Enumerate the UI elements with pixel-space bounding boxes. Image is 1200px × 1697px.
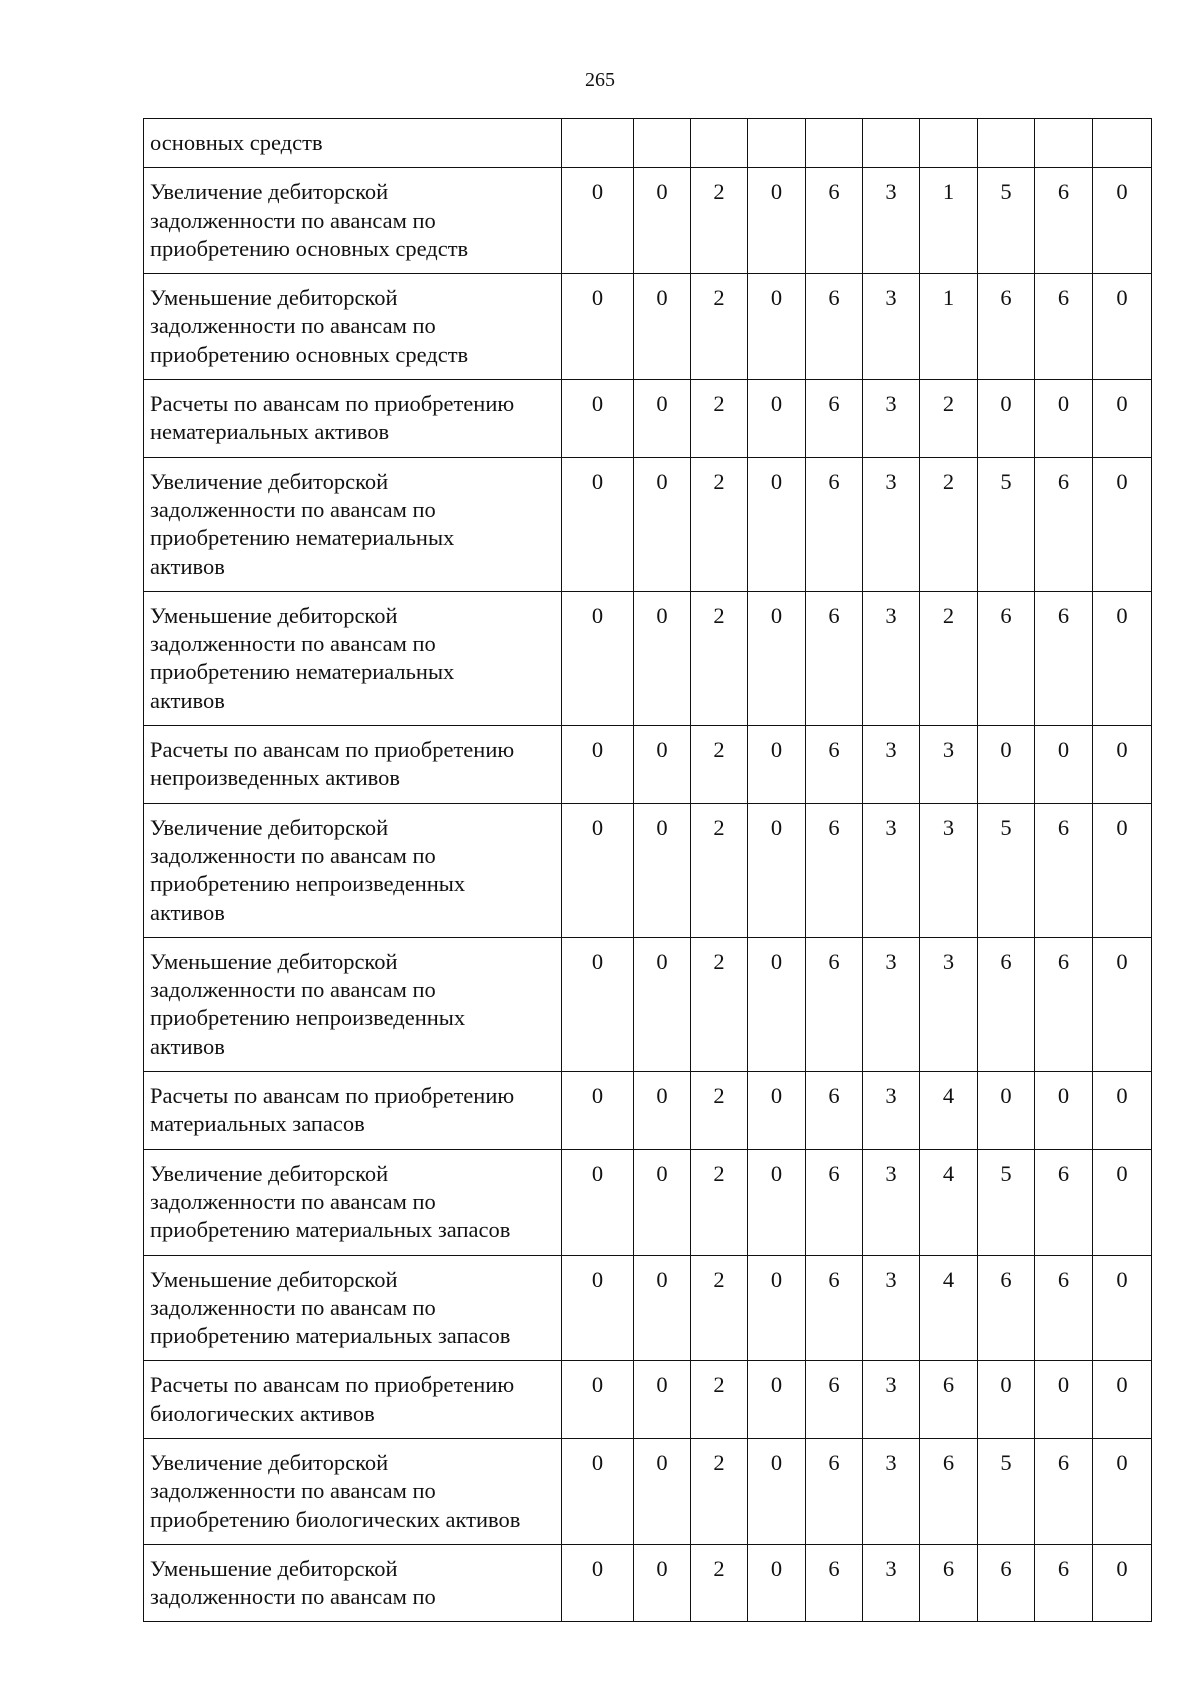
- code-digit-cell: [806, 119, 863, 168]
- code-digit-cell: 6: [806, 937, 863, 1071]
- code-digit-cell: 0: [562, 1255, 634, 1361]
- code-digit-cell: 0: [562, 457, 634, 591]
- code-digit-cell: 3: [863, 1255, 920, 1361]
- code-digit-cell: 6: [920, 1438, 978, 1544]
- code-digit-cell: 2: [920, 457, 978, 591]
- code-digit-cell: 0: [748, 591, 806, 725]
- code-digit-cell: 4: [920, 1255, 978, 1361]
- row-name-cell: Увеличение дебиторской задолженности по авансам по приобретению нематериальных активов: [144, 457, 562, 591]
- code-digit-cell: 2: [691, 803, 748, 937]
- code-digit-cell: 0: [1035, 1361, 1093, 1439]
- code-digit-cell: 0: [562, 803, 634, 937]
- code-digit-cell: 0: [1093, 591, 1152, 725]
- code-digit-cell: 2: [691, 726, 748, 804]
- code-digit-cell: 0: [634, 1438, 691, 1544]
- row-name-cell: Расчеты по авансам по приобретению материальных запасов: [144, 1072, 562, 1150]
- code-digit-cell: 0: [1093, 1361, 1152, 1439]
- code-digit-cell: 6: [978, 1544, 1035, 1622]
- code-digit-cell: 0: [978, 726, 1035, 804]
- table-row: [144, 274, 1152, 380]
- code-digit-cell: 5: [978, 1438, 1035, 1544]
- code-digit-cell: 6: [1035, 274, 1093, 380]
- code-digit-cell: [1093, 119, 1152, 168]
- code-digit-cell: 0: [748, 1544, 806, 1622]
- table-row: [144, 726, 1152, 804]
- table-row: [144, 803, 1152, 937]
- code-digit-cell: 0: [1093, 1544, 1152, 1622]
- code-digit-cell: 0: [748, 168, 806, 274]
- code-digit-cell: 2: [691, 1149, 748, 1255]
- table-row: [144, 380, 1152, 458]
- table-row: [144, 168, 1152, 274]
- code-digit-cell: 3: [863, 1438, 920, 1544]
- code-digit-cell: 3: [863, 1072, 920, 1150]
- code-digit-cell: 0: [1093, 726, 1152, 804]
- row-name-cell: Расчеты по авансам по приобретению непроизведенных активов: [144, 726, 562, 804]
- code-digit-cell: 0: [634, 1361, 691, 1439]
- code-digit-cell: 6: [1035, 1544, 1093, 1622]
- code-digit-cell: 0: [748, 937, 806, 1071]
- code-digit-cell: 0: [634, 168, 691, 274]
- code-digit-cell: 0: [1093, 168, 1152, 274]
- code-digit-cell: 6: [806, 1544, 863, 1622]
- code-digit-cell: 0: [634, 1149, 691, 1255]
- code-digit-cell: 2: [691, 380, 748, 458]
- row-name-cell: Уменьшение дебиторской задолженности по авансам по: [144, 1544, 562, 1622]
- code-digit-cell: 0: [634, 803, 691, 937]
- code-digit-cell: 6: [1035, 457, 1093, 591]
- row-name-cell: Увеличение дебиторской задолженности по авансам по приобретению биологических активов: [144, 1438, 562, 1544]
- code-digit-cell: 3: [863, 457, 920, 591]
- code-digit-cell: 6: [1035, 591, 1093, 725]
- code-digit-cell: 2: [691, 457, 748, 591]
- code-digit-cell: 0: [748, 1438, 806, 1544]
- code-digit-cell: 3: [863, 937, 920, 1071]
- code-digit-cell: 0: [1093, 1149, 1152, 1255]
- row-name-cell: Уменьшение дебиторской задолженности по авансам по приобретению непроизведенных активов: [144, 937, 562, 1071]
- code-digit-cell: 1: [920, 168, 978, 274]
- code-digit-cell: 6: [806, 1149, 863, 1255]
- code-digit-cell: 0: [1093, 274, 1152, 380]
- code-digit-cell: 2: [691, 591, 748, 725]
- code-digit-cell: 6: [1035, 803, 1093, 937]
- code-digit-cell: 6: [920, 1544, 978, 1622]
- code-digit-cell: 3: [863, 726, 920, 804]
- code-digit-cell: 3: [863, 803, 920, 937]
- code-digit-cell: 0: [562, 1438, 634, 1544]
- code-digit-cell: 0: [562, 726, 634, 804]
- code-digit-cell: 6: [806, 168, 863, 274]
- row-name-cell: Увеличение дебиторской задолженности по авансам по приобретению непроизведенных активов: [144, 803, 562, 937]
- row-name-cell: Расчеты по авансам по приобретению нематериальных активов: [144, 380, 562, 458]
- code-digit-cell: 0: [634, 1255, 691, 1361]
- table-row: [144, 1438, 1152, 1544]
- code-digit-cell: 0: [634, 937, 691, 1071]
- code-digit-cell: 2: [691, 1072, 748, 1150]
- row-name-cell: Уменьшение дебиторской задолженности по авансам по приобретению нематериальных активов: [144, 591, 562, 725]
- code-digit-cell: 0: [562, 591, 634, 725]
- code-digit-cell: 5: [978, 1149, 1035, 1255]
- code-digit-cell: 0: [562, 1544, 634, 1622]
- code-digit-cell: 0: [748, 726, 806, 804]
- table-row: [144, 457, 1152, 591]
- code-digit-cell: 0: [634, 457, 691, 591]
- accounts-table: [143, 118, 1152, 1622]
- page-number: 265: [585, 69, 615, 91]
- code-digit-cell: 3: [920, 726, 978, 804]
- code-digit-cell: 0: [634, 726, 691, 804]
- code-digit-cell: 3: [863, 1149, 920, 1255]
- code-digit-cell: 6: [806, 1361, 863, 1439]
- code-digit-cell: 0: [562, 168, 634, 274]
- code-digit-cell: 6: [806, 1072, 863, 1150]
- code-digit-cell: 0: [978, 380, 1035, 458]
- code-digit-cell: 0: [1035, 1072, 1093, 1150]
- code-digit-cell: 6: [806, 1255, 863, 1361]
- code-digit-cell: 2: [691, 1544, 748, 1622]
- code-digit-cell: 0: [562, 380, 634, 458]
- row-name-cell: Увеличение дебиторской задолженности по авансам по приобретению основных средств: [144, 168, 562, 274]
- code-digit-cell: 0: [1035, 380, 1093, 458]
- row-name-cell: Расчеты по авансам по приобретению биологических активов: [144, 1361, 562, 1439]
- code-digit-cell: 5: [978, 457, 1035, 591]
- code-digit-cell: 3: [863, 380, 920, 458]
- code-digit-cell: 4: [920, 1149, 978, 1255]
- code-digit-cell: 6: [1035, 1438, 1093, 1544]
- code-digit-cell: 5: [978, 803, 1035, 937]
- code-digit-cell: [691, 119, 748, 168]
- table-row: [144, 1149, 1152, 1255]
- code-digit-cell: 0: [1093, 937, 1152, 1071]
- code-digit-cell: 0: [634, 380, 691, 458]
- code-digit-cell: 0: [562, 937, 634, 1071]
- code-digit-cell: 0: [1093, 1072, 1152, 1150]
- code-digit-cell: 2: [920, 591, 978, 725]
- code-digit-cell: 0: [748, 1361, 806, 1439]
- code-digit-cell: 3: [920, 803, 978, 937]
- code-digit-cell: 3: [863, 1361, 920, 1439]
- code-digit-cell: 3: [863, 591, 920, 725]
- code-digit-cell: 2: [691, 1438, 748, 1544]
- table-row: [144, 1255, 1152, 1361]
- code-digit-cell: 0: [748, 1072, 806, 1150]
- code-digit-cell: [978, 119, 1035, 168]
- code-digit-cell: 6: [1035, 1255, 1093, 1361]
- code-digit-cell: 5: [978, 168, 1035, 274]
- code-digit-cell: 0: [748, 803, 806, 937]
- code-digit-cell: 0: [1093, 457, 1152, 591]
- code-digit-cell: 0: [634, 274, 691, 380]
- code-digit-cell: 6: [1035, 937, 1093, 1071]
- code-digit-cell: 0: [562, 1072, 634, 1150]
- code-digit-cell: 0: [1093, 380, 1152, 458]
- code-digit-cell: 3: [863, 274, 920, 380]
- code-digit-cell: [748, 119, 806, 168]
- code-digit-cell: 6: [806, 803, 863, 937]
- code-digit-cell: 6: [806, 1438, 863, 1544]
- table-row: [144, 1544, 1152, 1622]
- code-digit-cell: 3: [863, 168, 920, 274]
- code-digit-cell: 6: [978, 274, 1035, 380]
- code-digit-cell: 4: [920, 1072, 978, 1150]
- code-digit-cell: 0: [1035, 726, 1093, 804]
- code-digit-cell: [920, 119, 978, 168]
- code-digit-cell: 0: [1093, 1255, 1152, 1361]
- code-digit-cell: 0: [1093, 1438, 1152, 1544]
- code-digit-cell: [863, 119, 920, 168]
- code-digit-cell: 0: [562, 1149, 634, 1255]
- code-digit-cell: 0: [634, 1544, 691, 1622]
- code-digit-cell: 0: [634, 591, 691, 725]
- code-digit-cell: 2: [691, 1361, 748, 1439]
- code-digit-cell: 0: [562, 1361, 634, 1439]
- table-row: [144, 591, 1152, 725]
- code-digit-cell: 0: [748, 457, 806, 591]
- code-digit-cell: 0: [634, 1072, 691, 1150]
- code-digit-cell: 6: [920, 1361, 978, 1439]
- code-digit-cell: 6: [806, 274, 863, 380]
- row-name-cell: Уменьшение дебиторской задолженности по авансам по приобретению основных средств: [144, 274, 562, 380]
- code-digit-cell: 0: [1093, 803, 1152, 937]
- table-row: [144, 937, 1152, 1071]
- code-digit-cell: 2: [691, 937, 748, 1071]
- code-digit-cell: 6: [1035, 168, 1093, 274]
- code-digit-cell: 2: [691, 1255, 748, 1361]
- row-name-cell: Уменьшение дебиторской задолженности по авансам по приобретению материальных запасов: [144, 1255, 562, 1361]
- table-row: [144, 1072, 1152, 1150]
- code-digit-cell: 0: [748, 274, 806, 380]
- code-digit-cell: 3: [920, 937, 978, 1071]
- code-digit-cell: [634, 119, 691, 168]
- code-digit-cell: 2: [691, 168, 748, 274]
- code-digit-cell: 2: [920, 380, 978, 458]
- code-digit-cell: 0: [562, 274, 634, 380]
- code-digit-cell: 0: [748, 1149, 806, 1255]
- table-row: [144, 1361, 1152, 1439]
- code-digit-cell: 6: [806, 380, 863, 458]
- code-digit-cell: 1: [920, 274, 978, 380]
- code-digit-cell: 3: [863, 1544, 920, 1622]
- code-digit-cell: 6: [978, 937, 1035, 1071]
- code-digit-cell: 0: [748, 1255, 806, 1361]
- code-digit-cell: 0: [978, 1361, 1035, 1439]
- code-digit-cell: 6: [978, 591, 1035, 725]
- code-digit-cell: 0: [978, 1072, 1035, 1150]
- table-body: [144, 119, 1152, 1622]
- table-row: [144, 119, 1152, 168]
- code-digit-cell: [562, 119, 634, 168]
- code-digit-cell: 2: [691, 274, 748, 380]
- row-name-cell: Увеличение дебиторской задолженности по авансам по приобретению материальных запасов: [144, 1149, 562, 1255]
- row-name-cell: основных средств: [144, 119, 562, 168]
- code-digit-cell: 6: [806, 726, 863, 804]
- code-digit-cell: 6: [806, 457, 863, 591]
- code-digit-cell: 6: [1035, 1149, 1093, 1255]
- code-digit-cell: [1035, 119, 1093, 168]
- code-digit-cell: 6: [806, 591, 863, 725]
- code-digit-cell: 0: [748, 380, 806, 458]
- code-digit-cell: 6: [978, 1255, 1035, 1361]
